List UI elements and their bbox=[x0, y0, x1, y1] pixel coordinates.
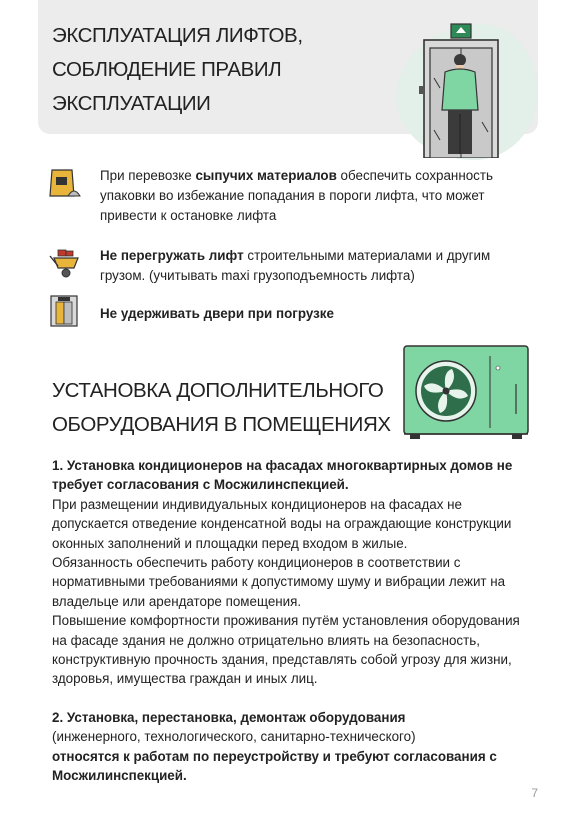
paragraph: Повышение комфортности проживания путём установления оборудования на фасаде здания не должно отрицательно влиять на безопасность, конструктивную прочность здания, представлять собой угрозу для жизни, здоровья, имущества граждан и иных лиц. bbox=[52, 613, 520, 687]
page-number: 7 bbox=[531, 786, 538, 800]
title-line: ОБОРУДОВАНИЯ В ПОМЕЩЕНИЯХ bbox=[52, 413, 391, 436]
title-line: УСТАНОВКА ДОПОЛНИТЕЛЬНОГО bbox=[52, 379, 384, 402]
section-title-elevators bbox=[52, 19, 303, 121]
paragraph-bold: относятся к работам по переустройству и требуют согласования с Мосжилинспекцией. bbox=[52, 748, 497, 784]
section-title-equipment bbox=[52, 374, 391, 442]
item-text: Не удерживать двери при погрузке bbox=[100, 306, 334, 321]
elevator-door-icon bbox=[48, 294, 82, 328]
title-line: СОБЛЮДЕНИЕ ПРАВИЛ bbox=[52, 58, 282, 81]
wheelbarrow-icon bbox=[48, 246, 82, 280]
cement-bag-icon bbox=[48, 166, 82, 200]
title-line: ЭКСПЛУАТАЦИИ bbox=[52, 92, 211, 115]
item-text: Не перегружать лифт строительными материалами и другим грузом. (учитывать maxi грузоподъемность лифта) bbox=[100, 248, 491, 283]
elevator-person-illustration bbox=[418, 18, 504, 158]
title-line: ЭКСПЛУАТАЦИЯ ЛИФТОВ, bbox=[52, 24, 303, 47]
paragraph-heading: 2. Установка, перестановка, демонтаж оборудования bbox=[52, 709, 406, 725]
equipment-body-text bbox=[52, 456, 532, 786]
paragraph: (инженерного, технологического, санитарно-технического) bbox=[52, 729, 416, 745]
paragraph: При размещении индивидуальных кондиционеров на фасадах не допускается отведение конденсатной воды на ограждающие конструкции оконных заполнений и площадки перед входом в жилые. bbox=[52, 496, 512, 551]
paragraph: Обязанность обеспечить работу кондиционеров в соответствии с нормативными требованиями к допустимому шуму и вибрации лежит на владельце или арендаторе помещения. bbox=[52, 555, 506, 609]
item-text: При перевозке сыпучих материалов обеспечить сохранность упаковки во избежание попадания в пороги лифта, что может привести к остановке лифта bbox=[100, 168, 493, 223]
air-conditioner-illustration bbox=[402, 344, 530, 440]
paragraph-heading: 1. Установка кондиционеров на фасадах многоквартирных домов не требует согласования с Мосжилинспекцией. bbox=[52, 458, 513, 493]
